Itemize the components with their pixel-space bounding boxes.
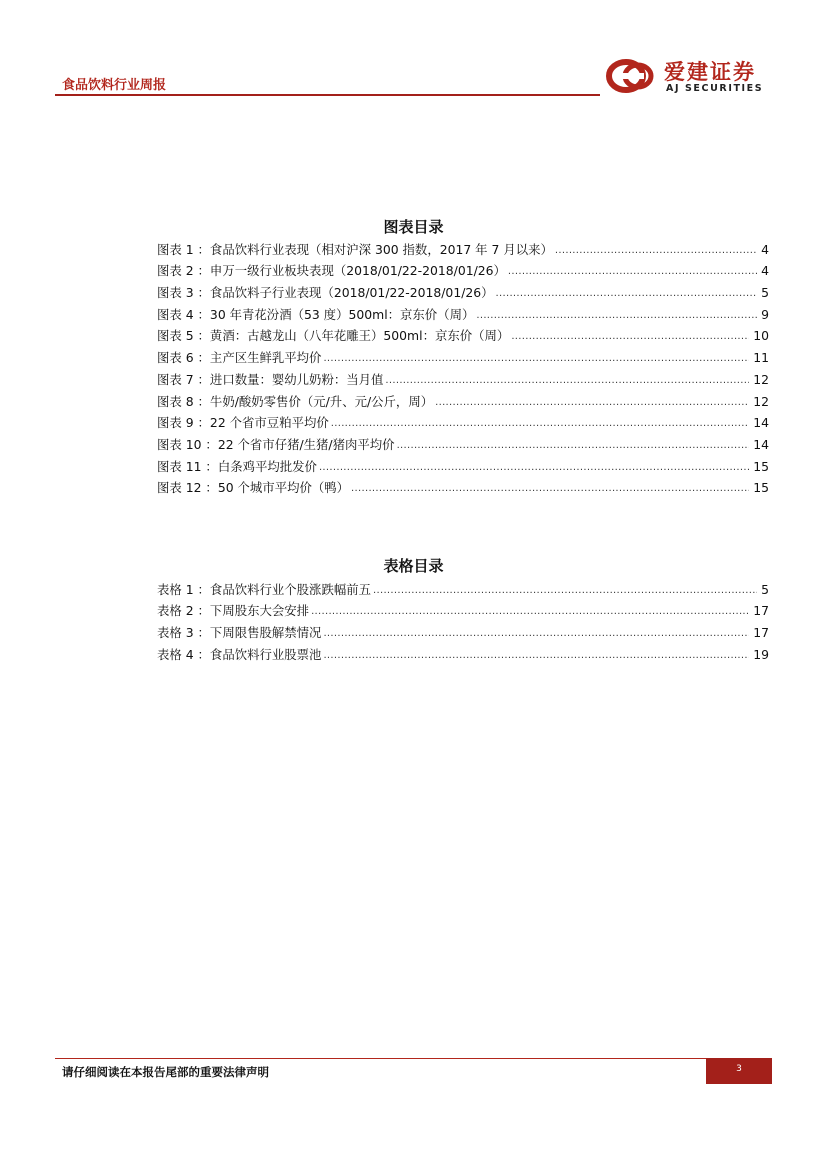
toc-leader-dots (508, 265, 757, 279)
toc-entry[interactable] (157, 258, 769, 280)
toc-entry-label: 图表 11 ：白条鸡平均批发价 (157, 458, 317, 474)
toc-leader-dots (311, 605, 749, 619)
toc-leader-dots (351, 482, 749, 496)
toc-entry-label: 图表 5 ：黄酒：古越龙山（八年花雕王）500ml：京东价（周） (157, 328, 510, 344)
company-logo (606, 54, 776, 98)
toc-entry[interactable] (157, 475, 769, 497)
toc-entry-label: 表格 2 ：下周股东大会安排 (157, 603, 310, 619)
toc-entry-page: 11 (753, 350, 769, 366)
toc-entry-page: 5 (761, 285, 769, 301)
toc-entry-page: 12 (753, 371, 769, 387)
legal-disclaimer: 请仔细阅读在本报告尾部的重要法律声明 (62, 1065, 269, 1079)
toc-entry-page: 4 (761, 241, 769, 257)
toc-entry[interactable] (157, 431, 769, 453)
logo-mark-icon (606, 56, 658, 96)
toc-leader-dots (323, 352, 749, 366)
toc-entry-page: 9 (761, 306, 769, 322)
toc-entry-page: 5 (761, 581, 769, 597)
toc-entry-page: 15 (753, 458, 769, 474)
toc-entry-label: 表格 4 ：食品饮料行业股票池 (157, 646, 322, 662)
toc-entry[interactable] (157, 598, 769, 620)
figures-toc-title: 图表目录 (383, 218, 444, 236)
toc-entry[interactable] (157, 301, 769, 323)
toc-entry-label: 图表 4 ：30 年青花汾酒（53 度）500ml：京东价（周） (157, 306, 475, 322)
toc-leader-dots (319, 461, 749, 475)
toc-entry-page: 4 (761, 263, 769, 279)
toc-leader-dots (397, 439, 750, 453)
toc-entry-label: 图表 6 ：主产区生鲜乳平均价 (157, 350, 322, 366)
header-divider (55, 94, 600, 96)
toc-entry-page: 17 (753, 625, 769, 641)
toc-entry-page: 14 (753, 415, 769, 431)
toc-leader-dots (496, 287, 757, 301)
toc-leader-dots (373, 584, 757, 598)
report-title: 食品饮料行业周报 (62, 78, 167, 93)
toc-leader-dots (331, 417, 749, 431)
logo-english-name: AJ SECURITIES (666, 83, 764, 94)
toc-entry[interactable] (157, 453, 769, 475)
page-number: 3 (706, 1058, 772, 1084)
toc-entry[interactable] (157, 236, 769, 258)
toc-entry-page: 17 (753, 603, 769, 619)
toc-entry[interactable] (157, 323, 769, 345)
toc-entry[interactable] (157, 366, 769, 388)
toc-leader-dots (323, 649, 749, 663)
toc-entry[interactable] (157, 576, 769, 598)
toc-entry[interactable] (157, 619, 769, 641)
logo-chinese-name: 爱建证券 (664, 59, 756, 84)
toc-leader-dots (476, 309, 757, 323)
toc-entry-label: 图表 10 ：22 个省市仔猪/生猪/猪肉平均价 (157, 436, 395, 452)
toc-entry-label: 图表 3 ：食品饮料子行业表现（2018/01/22-2018/01/26） (157, 285, 494, 301)
toc-leader-dots (555, 244, 757, 258)
toc-entry-label: 图表 12 ：50 个城市平均价（鸭） (157, 480, 350, 496)
toc-entry-page: 10 (753, 328, 769, 344)
toc-entry[interactable] (157, 344, 769, 366)
tables-toc-title: 表格目录 (383, 557, 444, 575)
toc-entry-page: 15 (753, 480, 769, 496)
toc-entry-label: 图表 7 ：进口数量：婴幼儿奶粉：当月值 (157, 371, 384, 387)
toc-leader-dots (323, 627, 749, 641)
toc-leader-dots (435, 396, 749, 410)
toc-entry-page: 19 (753, 646, 769, 662)
toc-entry-label: 表格 3 ：下周限售股解禁情况 (157, 625, 322, 641)
toc-entry-label: 表格 1 ：食品饮料行业个股涨跌幅前五 (157, 581, 372, 597)
toc-entry-label: 图表 2 ：申万一级行业板块表现（2018/01/22-2018/01/26） (157, 263, 506, 279)
toc-entry[interactable] (157, 388, 769, 410)
toc-entry-page: 14 (753, 436, 769, 452)
toc-entry-label: 图表 8 ：牛奶/酸奶零售价（元/升、元/公斤，周） (157, 393, 434, 409)
toc-entry[interactable] (157, 410, 769, 432)
toc-entry-label: 图表 9 ：22 个省市豆粕平均价 (157, 415, 329, 431)
tables-toc-list (157, 576, 769, 663)
toc-entry-label: 图表 1 ：食品饮料行业表现（相对沪深 300 指数，2017 年 7 月以来） (157, 241, 553, 257)
toc-entry[interactable] (157, 641, 769, 663)
toc-entry[interactable] (157, 279, 769, 301)
toc-leader-dots (385, 374, 749, 388)
footer-divider (55, 1058, 772, 1059)
toc-entry-page: 12 (753, 393, 769, 409)
toc-leader-dots (511, 330, 749, 344)
figures-toc-list (157, 236, 769, 496)
